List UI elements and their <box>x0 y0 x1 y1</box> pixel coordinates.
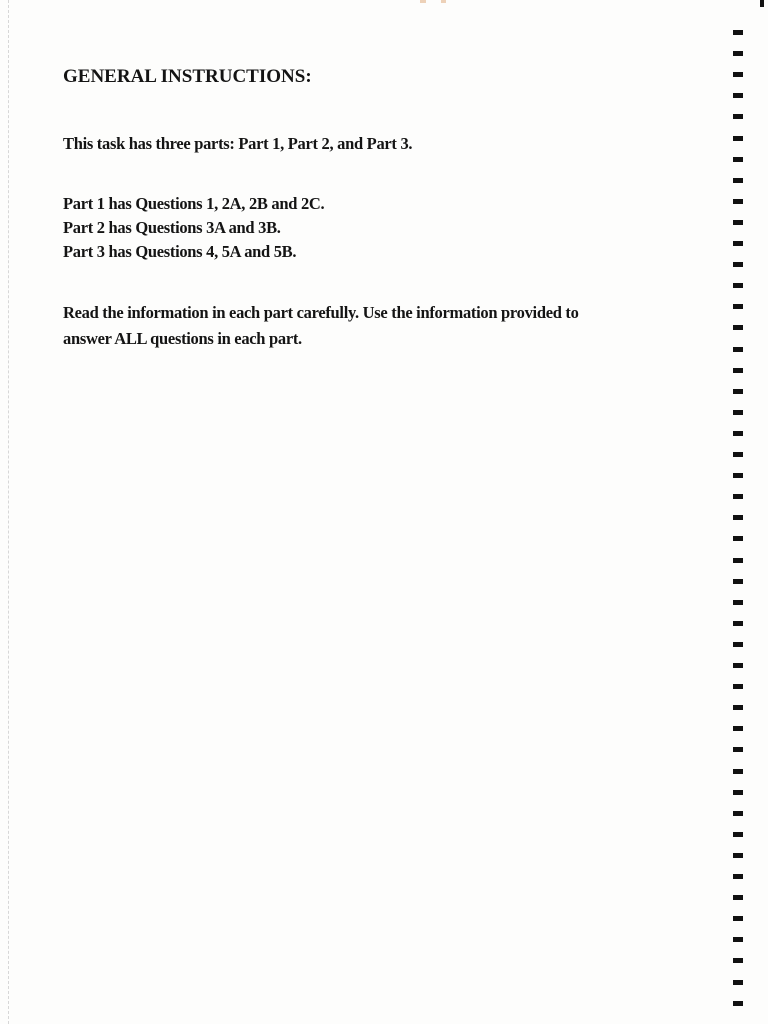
scan-artifact <box>441 0 446 3</box>
timing-mark-strip <box>730 30 746 1024</box>
timing-mark <box>733 832 743 837</box>
timing-mark <box>733 452 743 457</box>
closing-paragraph <box>63 300 703 352</box>
page-heading: GENERAL INSTRUCTIONS: <box>63 66 312 87</box>
timing-mark <box>733 747 743 752</box>
timing-mark <box>733 937 743 942</box>
timing-mark <box>733 536 743 541</box>
instructions-body <box>63 64 703 352</box>
timing-mark <box>733 389 743 394</box>
timing-mark <box>733 705 743 710</box>
timing-mark <box>733 368 743 373</box>
intro-paragraph: This task has three parts: Part 1, Part 2, and Part 3. <box>63 134 413 153</box>
page-left-edge <box>8 0 9 1024</box>
timing-mark <box>733 136 743 141</box>
timing-mark <box>733 178 743 183</box>
timing-mark <box>733 199 743 204</box>
closing-line: answer ALL questions in each part. <box>63 329 302 348</box>
timing-mark <box>733 494 743 499</box>
timing-mark <box>733 51 743 56</box>
timing-mark <box>733 72 743 77</box>
timing-mark <box>733 431 743 436</box>
timing-mark <box>733 726 743 731</box>
timing-mark <box>733 304 743 309</box>
timing-mark <box>733 325 743 330</box>
timing-mark <box>733 642 743 647</box>
timing-mark <box>733 853 743 858</box>
timing-mark <box>733 515 743 520</box>
timing-mark <box>733 347 743 352</box>
timing-mark <box>733 262 743 267</box>
timing-mark <box>733 473 743 478</box>
timing-mark <box>733 93 743 98</box>
timing-mark <box>733 769 743 774</box>
timing-mark <box>733 283 743 288</box>
timing-mark <box>733 114 743 119</box>
parts-list <box>63 192 703 264</box>
timing-mark <box>733 157 743 162</box>
timing-mark <box>733 958 743 963</box>
closing-line: Read the information in each part carefully. Use the information provided to <box>63 303 579 322</box>
part-line: Part 1 has Questions 1, 2A, 2B and 2C. <box>63 194 325 213</box>
scan-artifact <box>420 0 426 3</box>
timing-mark <box>733 410 743 415</box>
timing-mark <box>733 874 743 879</box>
timing-mark <box>733 600 743 605</box>
corner-mark <box>760 0 764 7</box>
part-line: Part 2 has Questions 3A and 3B. <box>63 218 281 237</box>
part-line: Part 3 has Questions 4, 5A and 5B. <box>63 242 297 261</box>
timing-mark <box>733 1001 743 1006</box>
timing-mark <box>733 895 743 900</box>
timing-mark <box>733 30 743 35</box>
timing-mark <box>733 220 743 225</box>
timing-mark <box>733 916 743 921</box>
timing-mark <box>733 811 743 816</box>
timing-mark <box>733 684 743 689</box>
timing-mark <box>733 980 743 985</box>
timing-mark <box>733 663 743 668</box>
timing-mark <box>733 621 743 626</box>
timing-mark <box>733 579 743 584</box>
timing-mark <box>733 790 743 795</box>
timing-mark <box>733 558 743 563</box>
timing-mark <box>733 241 743 246</box>
